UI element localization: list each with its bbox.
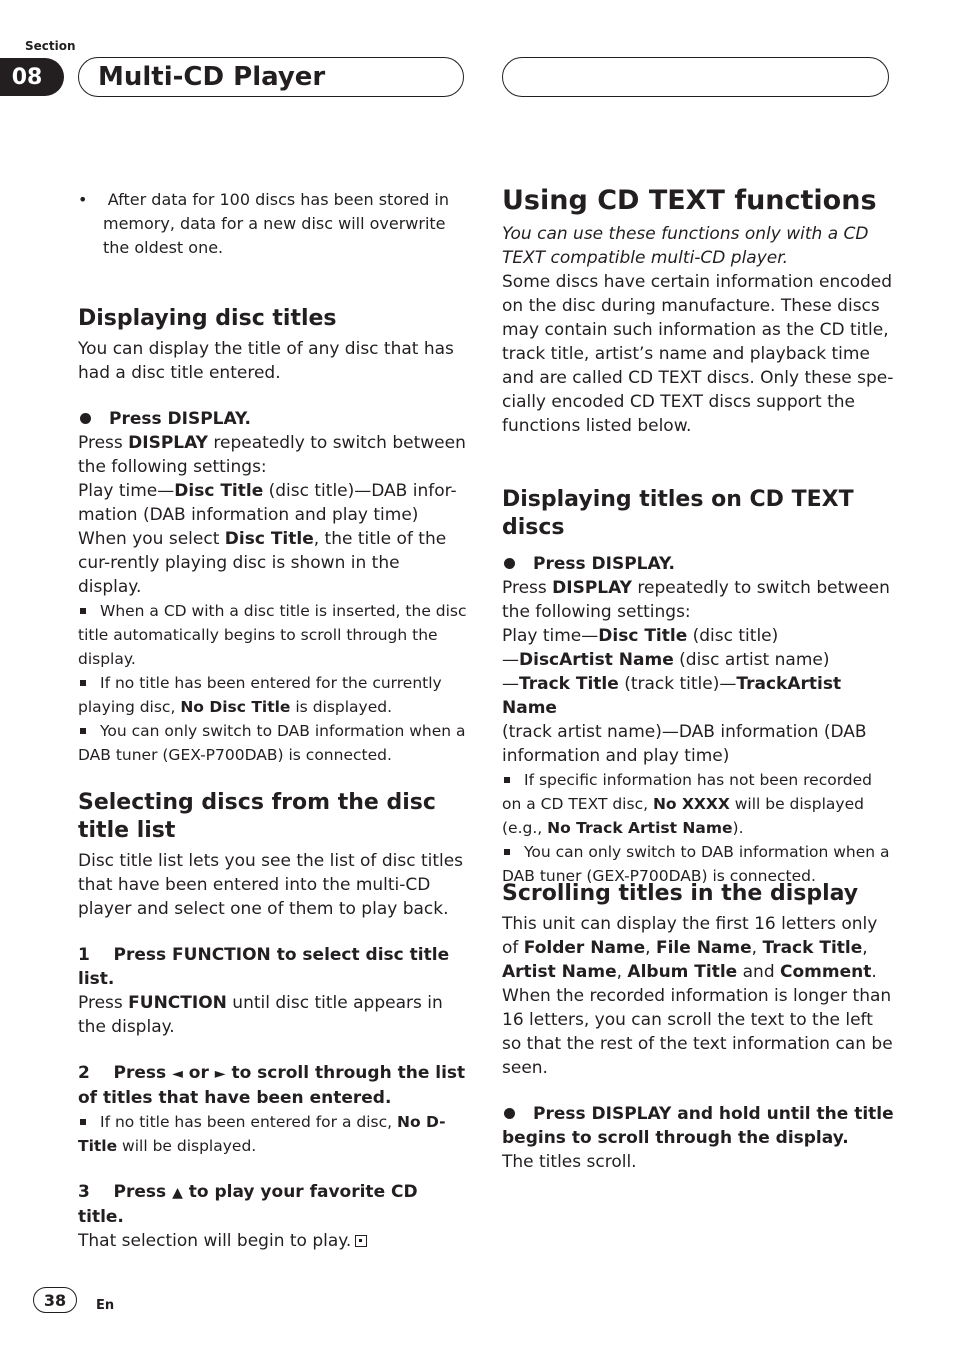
language-code: En	[96, 1298, 115, 1313]
bullet-dot-icon	[504, 1108, 515, 1119]
section-intro: You can display the title of any disc that has had a disc title entered.	[78, 339, 454, 383]
section-intro: Disc title list lets you see the list of disc titles that have been entered into the multi-CD player and select one of them to play back.	[78, 851, 464, 919]
step-instruction: Press DISPLAY.	[78, 407, 468, 431]
body-paragraph: (track artist name)—DAB information (DAB information and play time)	[502, 722, 867, 766]
up-arrow-icon: ▲	[172, 1185, 183, 1201]
step-instruction: Press DISPLAY and hold until the title begins to scroll through the display.	[502, 1104, 894, 1148]
section-heading: Selecting discs from the disc title list	[78, 790, 436, 843]
end-of-section-icon	[355, 1235, 367, 1247]
bullet-dot-icon	[504, 558, 515, 569]
body-paragraph: —DiscArtist Name (disc artist name)	[502, 650, 830, 670]
note-item: If no title has been entered for a disc, No D-Title will be displayed.	[78, 1113, 446, 1155]
body-paragraph: Press DISPLAY repeatedly to switch between the following settings:	[502, 578, 890, 622]
note-square-icon	[504, 777, 510, 783]
page-number: 38	[33, 1287, 77, 1313]
bullet-dot-icon: •	[78, 190, 108, 209]
note-item: If specific information has not been recorded on a CD TEXT disc, No XXXX will be displayed (e.g., No Track Artist Name).	[502, 771, 873, 837]
section-using-cd-text	[502, 184, 896, 438]
section-number-badge: 08	[0, 58, 64, 96]
section-selecting-discs	[78, 789, 468, 1253]
step-1: 1 Press FUNCTION to select disc title list.	[78, 945, 450, 989]
left-arrow-icon: ◄	[172, 1066, 183, 1082]
section-titles-on-cd-text	[502, 486, 896, 888]
bullet-dot-icon	[80, 413, 91, 424]
note-square-icon	[80, 728, 86, 734]
body-paragraph: Play time—Disc Title (disc title)—DAB infor-mation (DAB information and play time)	[78, 481, 457, 525]
note-square-icon	[504, 849, 510, 855]
body-paragraph: Some discs have certain information encoded on the disc during manufacture. These discs may contain such information as the CD title, track title, artist’s name and playback time and are called CD TEXT discs. Only these spe-cially encoded CD TEXT discs support the functions listed below.	[502, 272, 894, 436]
body-paragraph: When the recorded information is longer than 16 letters, you can scroll the text to the left so that the rest of the text information can be seen.	[502, 986, 893, 1078]
body-paragraph: Play time—Disc Title (disc title)	[502, 626, 779, 646]
italic-note: You can use these functions only with a CD TEXT compatible multi-CD player.	[502, 224, 869, 268]
note-square-icon	[80, 680, 86, 686]
note-item: You can only switch to DAB information when a DAB tuner (GEX-P700DAB) is connected.	[502, 843, 890, 885]
section-heading: Scrolling titles in the display	[502, 881, 859, 906]
note-item: When a CD with a disc title is inserted, the disc title automatically begins to scroll through the display.	[78, 602, 467, 668]
intro-bullet: • After data for 100 discs has been stored in memory, data for a new disc will overwrite the oldest one.	[78, 190, 450, 257]
body-paragraph: Press DISPLAY repeatedly to switch between the following settings:	[78, 433, 466, 477]
note-item: If no title has been entered for the currently playing disc, No Disc Title is displayed.	[78, 674, 442, 716]
step-3: 3 Press ▲ to play your favorite CD title.	[78, 1182, 418, 1227]
body-paragraph: The titles scroll.	[502, 1152, 637, 1172]
section-heading: Displaying disc titles	[78, 306, 337, 331]
section-label: Section	[25, 39, 76, 53]
section-scrolling-titles	[502, 880, 896, 1174]
body-paragraph: Press FUNCTION until disc title appears in the display.	[78, 993, 443, 1037]
section-heading: Displaying titles on CD TEXT discs	[502, 487, 854, 540]
step-instruction: Press DISPLAY.	[502, 552, 896, 576]
chapter-title: Multi-CD Player	[98, 62, 326, 92]
section-heading: Using CD TEXT functions	[502, 185, 877, 216]
note-square-icon	[80, 608, 86, 614]
note-item: You can only switch to DAB information when a DAB tuner (GEX-P700DAB) is connected.	[78, 722, 466, 764]
body-paragraph: When you select Disc Title, the title of the cur-rently playing disc is shown in the display.	[78, 529, 447, 597]
body-paragraph: —Track Title (track title)—TrackArtist Name	[502, 674, 842, 718]
section-displaying-disc-titles	[78, 305, 468, 767]
body-paragraph: That selection will begin to play.	[78, 1229, 468, 1253]
right-arrow-icon: ►	[214, 1066, 226, 1082]
step-2: 2 Press ◄ or ► to scroll through the list of titles that have been entered.	[78, 1063, 466, 1108]
body-paragraph: This unit can display the first 16 letters only of Folder Name, File Name, Track Title, Artist Name, Album Title and Comment.	[502, 914, 878, 982]
note-square-icon	[80, 1119, 86, 1125]
header-blank-frame	[502, 57, 889, 97]
